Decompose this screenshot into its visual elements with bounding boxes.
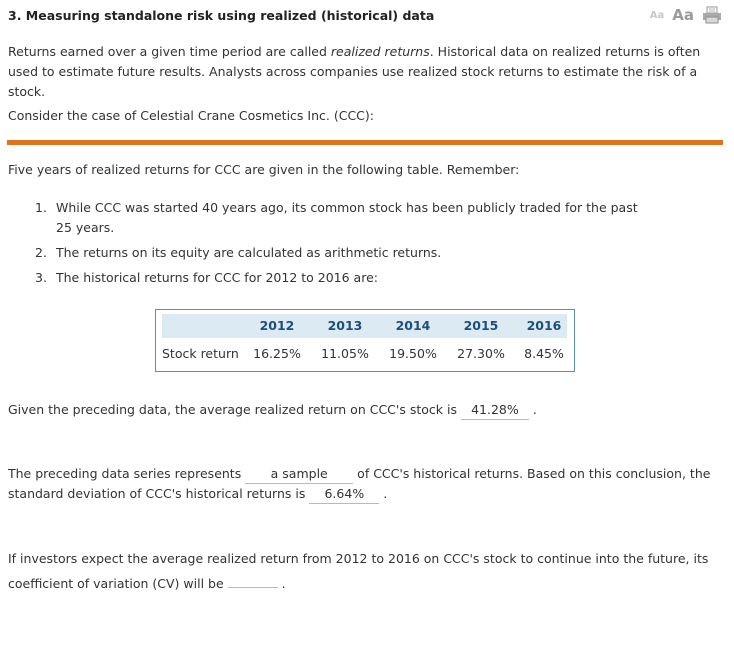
year-header: 2016: [526, 318, 562, 333]
average-return-dropdown[interactable]: 41.28%: [461, 401, 529, 420]
remember-text: Five years of realized returns for CCC are given in the following table. Remember:: [8, 162, 520, 177]
return-value: 19.50%: [389, 346, 437, 361]
question-title: 3. Measuring standalone risk using realized (historical) data: [8, 8, 435, 23]
return-value: 16.25%: [253, 346, 301, 361]
question-header: [0, 0, 734, 34]
realized-returns-term: realized returns: [330, 44, 430, 59]
print-icon[interactable]: [702, 6, 722, 24]
list-item: 2. The returns on its equity are calculated as arithmetic returns.: [35, 245, 442, 260]
sample-population-question: The preceding data series represents a sample of CCC's historical returns. Based on this conclusion, the standard deviation of CCC's historical returns is 6.64% .: [8, 464, 718, 504]
sample-population-dropdown[interactable]: a sample: [245, 465, 353, 484]
returns-table: [155, 309, 575, 372]
toolbar: [650, 6, 722, 24]
average-return-question: Given the preceding data, the average realized return on CCC's stock is 41.28% .: [8, 400, 718, 420]
list-item: 1. While CCC was started 40 years ago, its common stock has been publicly traded for the past 25 years.: [35, 200, 638, 235]
cv-question: If investors expect the average realized return from 2012 to 2016 on CCC's stock to continue into the future, its coefficient of variation (CV) will be .: [8, 551, 709, 591]
return-value: 8.45%: [524, 346, 564, 361]
section-divider: [7, 140, 723, 145]
return-value: 11.05%: [321, 346, 369, 361]
year-header: 2015: [463, 318, 499, 333]
year-header: 2014: [395, 318, 431, 333]
case-intro-text: Consider the case of Celestial Crane Cosmetics Inc. (CCC):: [8, 108, 374, 123]
remember-list: [35, 198, 650, 293]
standard-deviation-dropdown[interactable]: 6.64%: [309, 485, 379, 504]
list-item: 3. The historical returns for CCC for 2012 to 2016 are:: [35, 270, 378, 285]
cv-dropdown[interactable]: [228, 569, 278, 588]
stock-return-label: Stock return: [162, 346, 239, 361]
year-header: 2012: [259, 318, 295, 333]
intro-paragraph: Returns earned over a given time period are called realized returns. Historical data on realized returns is often used to estimate future results. Analysts across companies use realized stock returns to estimate the risk of a stock.: [8, 44, 701, 99]
return-value: 27.30%: [457, 346, 505, 361]
font-decrease-button[interactable]: Aa: [649, 9, 665, 21]
year-header: 2013: [327, 318, 363, 333]
font-increase-button[interactable]: Aa: [672, 6, 694, 24]
